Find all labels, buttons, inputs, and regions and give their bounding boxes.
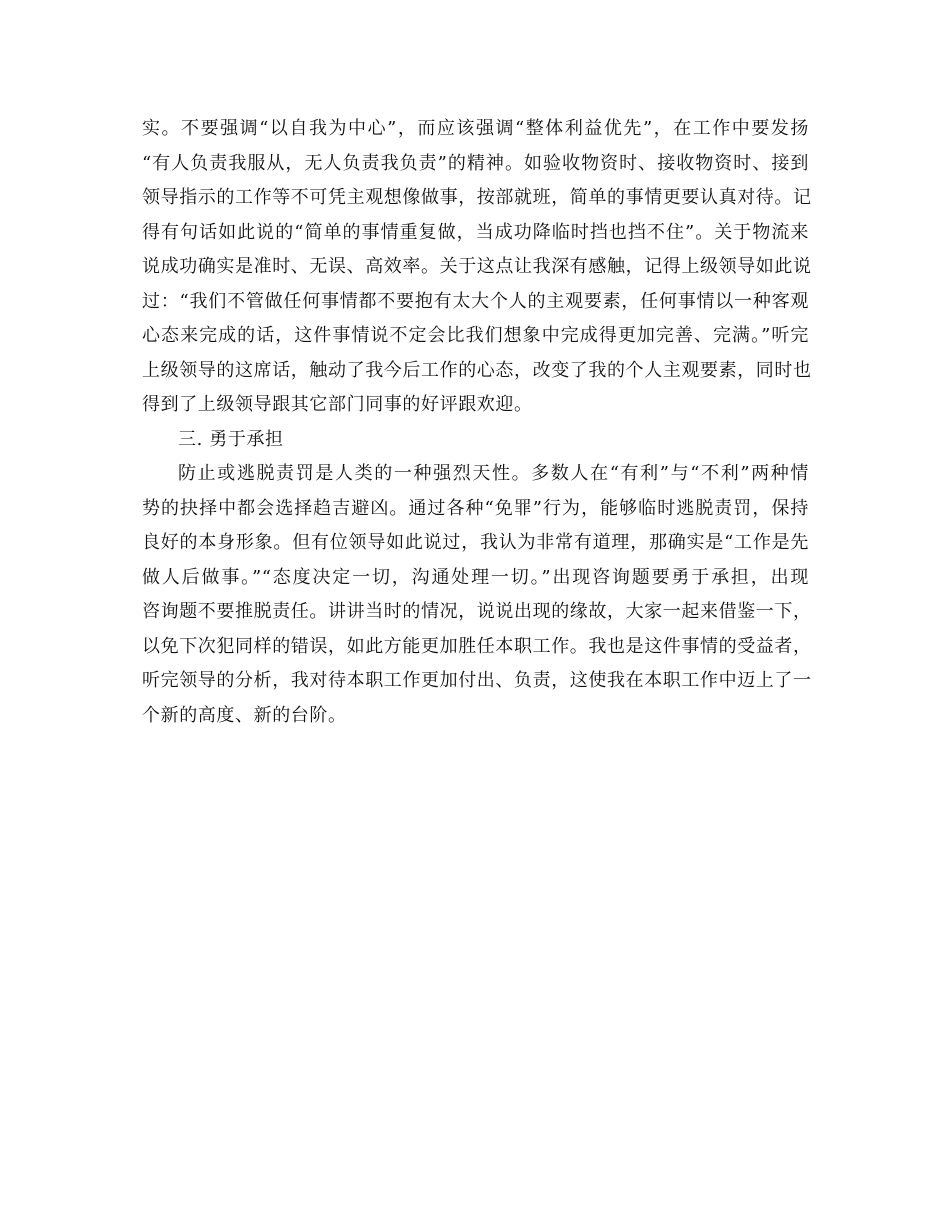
text-line: 防止或逃脱责罚是人类的一种强烈天性。多数人在“有利”与“不利”两种情 bbox=[178, 463, 809, 484]
text-line: 得到了上级领导跟其它部门同事的好评跟欢迎。 bbox=[142, 394, 533, 415]
text-line: 以免下次犯同样的错误，如此方能更加胜任本职工作。我也是这件事情的受益者， bbox=[142, 635, 812, 657]
paragraph-responsibility bbox=[142, 457, 812, 733]
text-line: 咨询题不要推脱责任。讲讲当时的情况，说说出现的缘故，大家一起来借鉴一下， bbox=[142, 601, 812, 622]
text-line: 做人后做事。”“态度决定一切，沟通处理一切。”出现咨询题要勇于承担，出现 bbox=[142, 566, 809, 588]
text-line: 得有句话如此说的“简单的事情重复做，当成功降临时挡也挡不住”。关于物流来 bbox=[142, 221, 809, 243]
text-line: 实。不要强调“以自我为中心”，而应该强调“整体利益优先”，在工作中要发扬 bbox=[142, 118, 809, 139]
document-body bbox=[142, 112, 812, 733]
text-line: “有人负责我服从，无人负责我负责”的精神。如验收物资时、接收物资时、接到 bbox=[142, 152, 809, 174]
text-line: 上级领导的这席话，触动了我今后工作的心态，改变了我的个人主观要素，同时也 bbox=[142, 359, 812, 381]
paragraph-continuation bbox=[142, 112, 812, 423]
text-line: 心态来完成的话，这件事情说不定会比我们想象中完成得更加完善、完满。”听完 bbox=[142, 325, 809, 346]
text-line: 说成功确实是准时、无误、高效率。关于这点让我深有感触，记得上级领导如此说 bbox=[142, 256, 812, 277]
text-line: 个新的高度、新的台阶。 bbox=[142, 704, 347, 726]
section-heading: 三. 勇于承担 bbox=[178, 428, 284, 450]
text-line: 过：“我们不管做任何事情都不要抱有太大个人的主观要素，任何事情以一种客观 bbox=[142, 290, 809, 312]
text-line: 势的抉择中都会选择趋吉避凶。通过各种“免罪”行为，能够临时逃脱责罚，保持 bbox=[142, 497, 809, 519]
text-line: 良好的本身形象。但有位领导如此说过，我认为非常有道理，那确实是“工作是先 bbox=[142, 532, 809, 553]
text-line: 听完领导的分析，我对待本职工作更加付出、负责，这使我在本职工作中迈上了一 bbox=[142, 670, 812, 691]
text-line: 领导指示的工作等不可凭主观想像做事，按部就班，简单的事情更要认真对待。记 bbox=[142, 187, 812, 208]
